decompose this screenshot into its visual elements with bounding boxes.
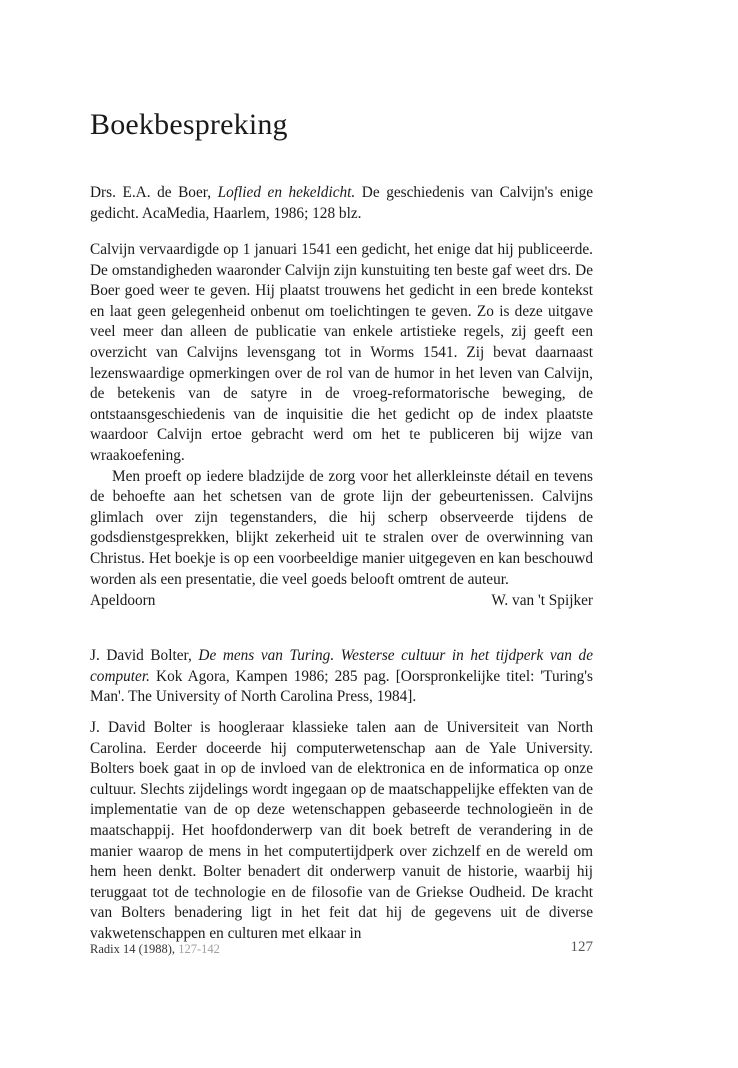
review-1-body xyxy=(90,240,593,590)
review-2-reference xyxy=(90,646,593,708)
journal-citation: Radix 14 (1988), xyxy=(90,942,176,956)
review-1-reference xyxy=(90,183,593,224)
review-2-paragraph-1: J. David Bolter is hoogleraar klassieke talen aan de Universiteit van North Carolina. Eerder doceerde hij computerwetenschap aan de Yale University. Bolters boek gaat in op de invloed van de elektronica en de informatica op onze cultuur. Slechts zijdelings wordt ingegaan op de maatschappelijke effekten van de implementatie van de op deze wetenschappen gebaseerde technologieën in de maatschappij. Het hoofdonderwerp van dit boek betreft de verandering in de manier waarop de mens in het computertijdperk over zichzelf en de wereld om hem heen denkt. Bolter benadert dit onderwerp vanuit de historie, waarbij hij teruggaat tot de technologie en de filosofie van de Griekse Oudheid. De kracht van Bolters benadering ligt in het feit dat hij de gegevens uit de diverse vakwetenschappen en culturen met elkaar in xyxy=(90,719,593,942)
page-title: Boekbespreking xyxy=(90,108,288,141)
review-1-reviewer: W. van 't Spijker xyxy=(491,592,593,609)
review-1-citation xyxy=(90,183,593,224)
review-1-place: Apeldoorn xyxy=(90,592,156,609)
review-2-citation xyxy=(90,646,593,708)
review-1-paragraph-2: Men proeft op iedere bladzijde de zorg voor het allerkleinste détail en tevens de behoefte aan het schetsen van de grote lijn der gebeurtenissen. Calvijns glimlach over zijn tegenstanders, die hij scherp observeerde tijdens de godsdienstgesprekken, blijkt zekerheid uit te stralen over de overwinning van Christus. Het boekje is op een voorbeeldige manier uitgegeven en kan beschouwd worden als een presentatie, die veel goeds belooft omtrent de auteur. xyxy=(90,467,593,588)
page-footer xyxy=(90,939,593,957)
review-1-details: De geschiedenis van Calvijn's enige gedicht. AcaMedia, Haarlem, 1986; 128 blz. xyxy=(90,184,594,222)
journal-page-range: 127-142 xyxy=(178,942,220,956)
review-1-book-title: Loflied en hekeldicht. xyxy=(217,184,356,201)
page-number: 127 xyxy=(570,939,593,955)
review-1-paragraph-1: Calvijn vervaardigde op 1 januari 1541 een gedicht, het enige dat hij publiceerde. De omstandigheden waaronder Calvijn zijn kunstuiting ten beste gaf weet drs. De Boer goed weer te geven. Hij plaatst trouwens het gedicht in een brede kontekst en laat geen gelegenheid onbenut om toelichtingen te geven. Zo is deze uitgave veel meer dan alleen de publicatie van enkele artistieke regels, zij geeft een overzicht van Calvijns levensgang tot in Worms 1541. Zij bevat daarnaast lezenswaardige opmerkingen over de rol van de humor in het leven van Calvijn, de betekenis van de satyre in de vroeg-reformatorische beweging, de ontstaansgeschiedenis van de inquisitie die het gedicht op de index plaatste waardoor Calvijn ertoe gebracht werd om het te publiceren bij wijze van wraakoefening. xyxy=(90,241,593,464)
review-2-book-title: De mens van Turing. Westerse cultuur in het tijdperk van de computer. xyxy=(90,647,593,685)
review-2-author: J. David Bolter, xyxy=(90,647,192,664)
review-2-body xyxy=(90,718,593,945)
review-2-details: Kok Agora, Kampen 1986; 285 pag. [Oorspronkelijke titel: 'Turing's Man'. The University of North Carolina Press, 1984]. xyxy=(90,667,593,706)
review-1-author: Drs. E.A. de Boer, xyxy=(90,184,212,201)
